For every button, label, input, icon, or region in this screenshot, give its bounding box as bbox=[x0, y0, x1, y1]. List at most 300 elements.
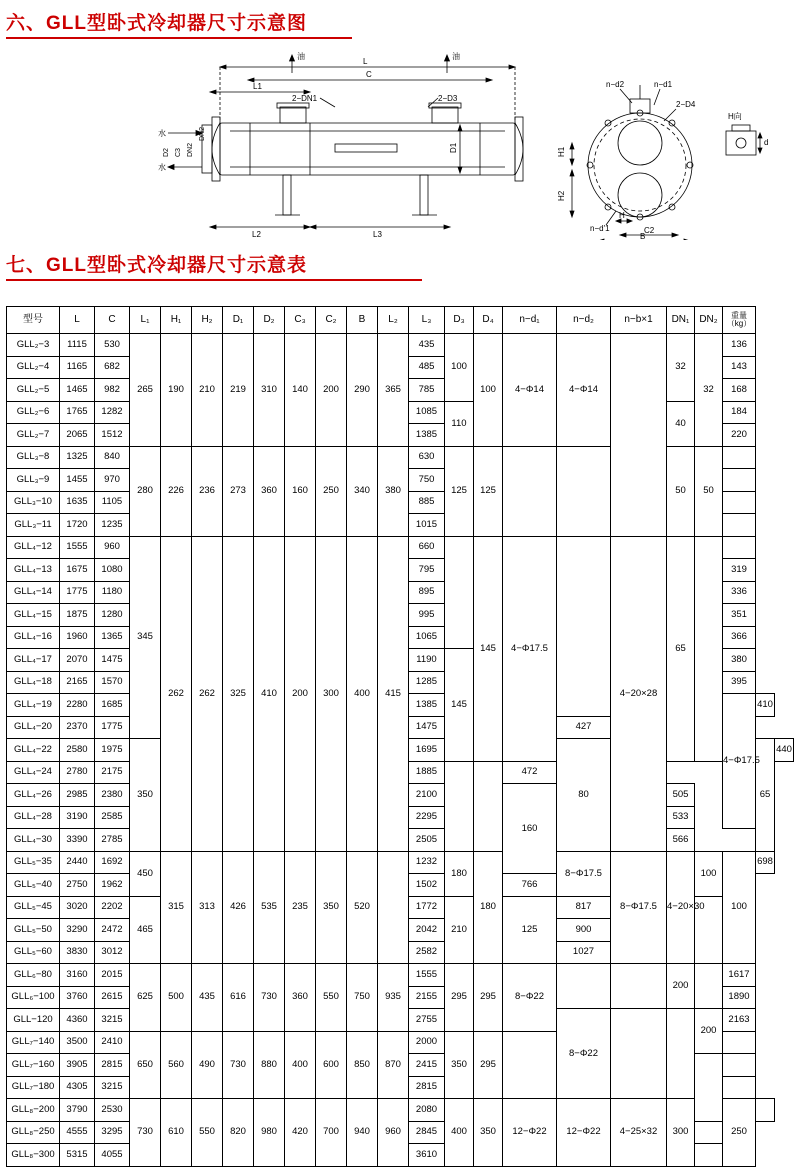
svg-text:2−D4: 2−D4 bbox=[676, 100, 696, 109]
cell-C: 4055 bbox=[95, 1144, 130, 1167]
cell-D2: 310 bbox=[254, 334, 285, 447]
svg-text:d: d bbox=[764, 138, 769, 147]
cell-DN2: 200 bbox=[695, 1009, 723, 1054]
cell-L: 2780 bbox=[60, 761, 95, 784]
cell-L: 2280 bbox=[60, 694, 95, 717]
cell-L2: 935 bbox=[378, 964, 409, 1032]
cell-L3: 1285 bbox=[409, 671, 445, 694]
cell-L3: 1502 bbox=[409, 874, 445, 897]
th-L: L bbox=[60, 307, 95, 334]
cell-DN1: 300 bbox=[667, 1099, 695, 1167]
cell-C: 1512 bbox=[95, 424, 130, 447]
cell-C2: 300 bbox=[316, 536, 347, 851]
cell-D3: 160 bbox=[503, 784, 557, 874]
cell-weight: 533 bbox=[667, 806, 695, 829]
cell-L: 1675 bbox=[60, 559, 95, 582]
cell-nd1: 8−Φ17.5 bbox=[557, 851, 611, 896]
spec-table-container bbox=[6, 306, 794, 1167]
svg-text:油: 油 bbox=[297, 52, 305, 61]
cell-C: 970 bbox=[95, 469, 130, 492]
cell-L: 4305 bbox=[60, 1076, 95, 1099]
cell-nb1: 4−20×30 bbox=[667, 851, 695, 964]
cell-L3: 2815 bbox=[409, 1076, 445, 1099]
cell-C: 2380 bbox=[95, 784, 130, 807]
cell-model: GLL₄−15 bbox=[7, 604, 60, 627]
cell-C: 1570 bbox=[95, 671, 130, 694]
cell-L3: 1015 bbox=[409, 514, 445, 537]
section-one-title: 六、GLL型卧式冷却器尺寸示意图 bbox=[6, 13, 307, 34]
section-two-rule bbox=[6, 279, 422, 281]
cell-L: 1775 bbox=[60, 581, 95, 604]
cell-D2: 880 bbox=[254, 1031, 285, 1099]
cell-L3: 750 bbox=[409, 469, 445, 492]
cell-D2: 980 bbox=[254, 1099, 285, 1167]
cell-model: GLL₄−28 bbox=[7, 806, 60, 829]
cell-L3: 2582 bbox=[409, 941, 445, 964]
svg-text:L: L bbox=[363, 57, 368, 66]
cell-weight: 143 bbox=[723, 356, 756, 379]
cell-D4: 180 bbox=[474, 851, 503, 964]
cell-nd2: 8−Φ22 bbox=[557, 1009, 611, 1099]
cell-nd2 bbox=[557, 536, 611, 716]
cell-nd2 bbox=[557, 446, 611, 536]
th-DN1: DN₁ bbox=[667, 307, 695, 334]
cell-model: GLL₅−45 bbox=[7, 896, 60, 919]
cell-model: GLL₄−26 bbox=[7, 784, 60, 807]
cell-weight: 410 bbox=[756, 694, 775, 717]
cell-D4: 145 bbox=[474, 536, 503, 761]
cell-C: 1975 bbox=[95, 739, 130, 762]
cell-C3: 140 bbox=[285, 334, 316, 447]
cell-L: 2985 bbox=[60, 784, 95, 807]
cell-L: 2440 bbox=[60, 851, 95, 874]
cell-L: 1765 bbox=[60, 401, 95, 424]
cell-D3: 210 bbox=[445, 896, 474, 964]
cell-C: 2815 bbox=[95, 1054, 130, 1077]
cell-C: 1692 bbox=[95, 851, 130, 874]
cell-nd2: 4−Φ17.5 bbox=[723, 694, 756, 829]
section-one-rule bbox=[6, 37, 352, 39]
cell-C: 1962 bbox=[95, 874, 130, 897]
cell-L3: 630 bbox=[409, 446, 445, 469]
cell-DN2: 250 bbox=[723, 1099, 756, 1167]
cell-L: 3830 bbox=[60, 941, 95, 964]
cell-DN1: 125 bbox=[503, 896, 557, 964]
cell-weight bbox=[723, 446, 756, 469]
cell-L2: 415 bbox=[378, 536, 409, 851]
cell-nd2: 8−Φ17.5 bbox=[611, 851, 667, 964]
cell-L3: 1065 bbox=[409, 626, 445, 649]
th-H1: H₁ bbox=[161, 307, 192, 334]
cell-B: 400 bbox=[347, 536, 378, 851]
cell-L: 3500 bbox=[60, 1031, 95, 1054]
cell-L: 4360 bbox=[60, 1009, 95, 1032]
cell-model: GLL₂−5 bbox=[7, 379, 60, 402]
cell-C: 1180 bbox=[95, 581, 130, 604]
cell-C: 2175 bbox=[95, 761, 130, 784]
cell-C3: 360 bbox=[285, 964, 316, 1032]
cell-D1: 273 bbox=[223, 446, 254, 536]
cell-B: 940 bbox=[347, 1099, 378, 1167]
cell-DN2 bbox=[695, 1054, 723, 1122]
cell-D1: 325 bbox=[223, 536, 254, 851]
cell-L3: 1385 bbox=[409, 424, 445, 447]
cell-D1: 219 bbox=[223, 334, 254, 447]
svg-text:H: H bbox=[619, 211, 625, 220]
cell-L3: 785 bbox=[409, 379, 445, 402]
section-two-heading bbox=[0, 250, 430, 281]
cell-nb1 bbox=[611, 1009, 667, 1099]
cell-model: GLL₅−50 bbox=[7, 919, 60, 942]
table-row bbox=[7, 334, 794, 357]
cell-L: 3390 bbox=[60, 829, 95, 852]
cell-L3: 2000 bbox=[409, 1031, 445, 1054]
table-row bbox=[7, 851, 794, 874]
cell-C3: 160 bbox=[285, 446, 316, 536]
cell-C: 840 bbox=[95, 446, 130, 469]
cell-D2: 410 bbox=[254, 536, 285, 851]
th-nd1: n−d₁ bbox=[503, 307, 557, 334]
cell-DN1 bbox=[667, 1009, 695, 1099]
cell-C: 682 bbox=[95, 356, 130, 379]
cell-weight: 366 bbox=[723, 626, 756, 649]
th-D3: D₃ bbox=[445, 307, 474, 334]
cell-D3: 400 bbox=[445, 1099, 474, 1167]
cell-H1: 610 bbox=[161, 1099, 192, 1167]
cell-L3: 3610 bbox=[409, 1144, 445, 1167]
th-D4: D₄ bbox=[474, 307, 503, 334]
cell-L2 bbox=[378, 851, 409, 964]
cell-weight: 380 bbox=[723, 649, 756, 672]
table-body bbox=[7, 334, 794, 1167]
cell-H2: 490 bbox=[192, 1031, 223, 1099]
cell-weight: 336 bbox=[723, 581, 756, 604]
cell-model: GLL₇−180 bbox=[7, 1076, 60, 1099]
cell-model: GLL₆−80 bbox=[7, 964, 60, 987]
th-D1: D₁ bbox=[223, 307, 254, 334]
cell-DN2 bbox=[695, 536, 723, 761]
cell-weight bbox=[723, 536, 756, 559]
cell-weight: 440 bbox=[775, 739, 794, 762]
th-nd2: n−d₂ bbox=[557, 307, 611, 334]
cell-L: 2070 bbox=[60, 649, 95, 672]
cell-weight: 427 bbox=[557, 716, 611, 739]
table-row bbox=[7, 964, 794, 987]
cell-C: 1282 bbox=[95, 401, 130, 424]
cell-DN2: 50 bbox=[695, 446, 723, 536]
cell-weight: 136 bbox=[723, 334, 756, 357]
svg-text:C3: C3 bbox=[175, 148, 182, 157]
svg-text:DN2: DN2 bbox=[187, 142, 194, 157]
svg-text:D1: D1 bbox=[449, 142, 458, 153]
cell-weight: 1027 bbox=[557, 941, 611, 964]
cell-DN1: 100 bbox=[695, 851, 723, 896]
svg-text:水: 水 bbox=[158, 129, 166, 138]
cell-weight: 472 bbox=[503, 761, 557, 784]
cell-D4: 350 bbox=[474, 1099, 503, 1167]
th-nb1: n−b×1 bbox=[611, 307, 667, 334]
cell-L: 2580 bbox=[60, 739, 95, 762]
cell-C: 2202 bbox=[95, 896, 130, 919]
cell-model: GLL₄−22 bbox=[7, 739, 60, 762]
cell-nd1: 12−Φ22 bbox=[503, 1099, 557, 1167]
cell-L3: 660 bbox=[409, 536, 445, 559]
cell-model: GLL₃−9 bbox=[7, 469, 60, 492]
cell-nd1 bbox=[503, 1031, 557, 1099]
cell-L3: 2080 bbox=[409, 1099, 445, 1122]
cell-weight bbox=[756, 1099, 775, 1122]
cell-L3: 1555 bbox=[409, 964, 445, 987]
cell-weight: 1890 bbox=[723, 986, 756, 1009]
cell-L: 3020 bbox=[60, 896, 95, 919]
cell-model: GLL₄−20 bbox=[7, 716, 60, 739]
cell-D2: 360 bbox=[254, 446, 285, 536]
table-row bbox=[7, 1099, 794, 1122]
cell-DN2 bbox=[695, 964, 723, 1009]
cell-D4 bbox=[445, 761, 474, 851]
cell-L: 1555 bbox=[60, 536, 95, 559]
cell-DN1: 200 bbox=[667, 964, 695, 1009]
th-L1: L₁ bbox=[130, 307, 161, 334]
th-B: B bbox=[347, 307, 378, 334]
cell-model: GLL₈−250 bbox=[7, 1121, 60, 1144]
th-H2: H₂ bbox=[192, 307, 223, 334]
cell-B: 750 bbox=[347, 964, 378, 1032]
cell-weight: 168 bbox=[723, 379, 756, 402]
cell-weight bbox=[695, 1144, 723, 1167]
cell-nd2: 12−Φ22 bbox=[557, 1099, 611, 1167]
cell-L3: 2415 bbox=[409, 1054, 445, 1077]
cell-L3: 895 bbox=[409, 581, 445, 604]
cell-C: 1365 bbox=[95, 626, 130, 649]
cell-L: 4555 bbox=[60, 1121, 95, 1144]
cell-D3: 110 bbox=[445, 401, 474, 446]
th-C2: C₂ bbox=[316, 307, 347, 334]
cell-L: 1325 bbox=[60, 446, 95, 469]
cell-L3: 1190 bbox=[409, 649, 445, 672]
cell-L: 3760 bbox=[60, 986, 95, 1009]
cell-C: 2015 bbox=[95, 964, 130, 987]
cell-model: GLL₂−3 bbox=[7, 334, 60, 357]
cell-D4: 295 bbox=[474, 1031, 503, 1099]
th-L2: L₂ bbox=[378, 307, 409, 334]
cell-nd1: 8−Φ22 bbox=[503, 964, 557, 1032]
cell-L: 3905 bbox=[60, 1054, 95, 1077]
cell-model: GLL₆−100 bbox=[7, 986, 60, 1009]
cell-L2: 960 bbox=[378, 1099, 409, 1167]
cell-L3: 485 bbox=[409, 356, 445, 379]
cooler-dimension-drawing bbox=[120, 45, 790, 240]
cell-L3: 1385 bbox=[409, 694, 445, 717]
th-model: 型号 bbox=[7, 307, 60, 334]
cell-nd1 bbox=[503, 446, 557, 536]
svg-text:B: B bbox=[640, 232, 646, 240]
cell-L1: 730 bbox=[130, 1099, 161, 1167]
th-C: C bbox=[95, 307, 130, 334]
cell-model: GLL₅−35 bbox=[7, 851, 60, 874]
cell-L1: 280 bbox=[130, 446, 161, 536]
cell-D3: 145 bbox=[445, 649, 474, 762]
cell-D2: 535 bbox=[254, 851, 285, 964]
cell-L: 1720 bbox=[60, 514, 95, 537]
cell-model: GLL₄−24 bbox=[7, 761, 60, 784]
cell-L: 2065 bbox=[60, 424, 95, 447]
cell-B: 340 bbox=[347, 446, 378, 536]
cell-C3: 200 bbox=[285, 536, 316, 851]
cell-C: 3215 bbox=[95, 1076, 130, 1099]
cell-model: GLL₂−6 bbox=[7, 401, 60, 424]
cell-D4: 100 bbox=[474, 334, 503, 447]
cell-L1: 650 bbox=[130, 1031, 161, 1099]
svg-text:L2: L2 bbox=[252, 230, 261, 239]
table-header-row bbox=[7, 307, 794, 334]
th-C3: C₃ bbox=[285, 307, 316, 334]
cell-nd1 bbox=[474, 761, 503, 851]
cell-weight bbox=[695, 1121, 723, 1144]
cell-L: 5315 bbox=[60, 1144, 95, 1167]
cell-H2: 210 bbox=[192, 334, 223, 447]
th-D2: D₂ bbox=[254, 307, 285, 334]
cell-L3: 2845 bbox=[409, 1121, 445, 1144]
cell-L3: 1475 bbox=[409, 716, 445, 739]
cell-weight: 766 bbox=[503, 874, 557, 897]
cell-model: GLL₄−19 bbox=[7, 694, 60, 717]
cell-model: GLL₂−7 bbox=[7, 424, 60, 447]
th-L3: L₃ bbox=[409, 307, 445, 334]
cell-D3 bbox=[445, 536, 474, 649]
th-DN2: DN₂ bbox=[695, 307, 723, 334]
cell-L: 3190 bbox=[60, 806, 95, 829]
cell-nb1: 4−20×28 bbox=[611, 536, 667, 851]
cell-DN1: 40 bbox=[667, 401, 695, 446]
cell-D2: 730 bbox=[254, 964, 285, 1032]
cell-C: 1685 bbox=[95, 694, 130, 717]
svg-text:D2: D2 bbox=[163, 148, 170, 157]
th-weight: 重量（kg） bbox=[723, 307, 756, 334]
cell-C: 960 bbox=[95, 536, 130, 559]
cell-nd1: 4−Φ14 bbox=[503, 334, 557, 447]
cell-L: 3290 bbox=[60, 919, 95, 942]
cell-DN1: 80 bbox=[557, 739, 611, 852]
cell-L: 2165 bbox=[60, 671, 95, 694]
cell-C: 3295 bbox=[95, 1121, 130, 1144]
cell-C2: 250 bbox=[316, 446, 347, 536]
cell-C: 1775 bbox=[95, 716, 130, 739]
cell-L3: 2155 bbox=[409, 986, 445, 1009]
cell-L: 1875 bbox=[60, 604, 95, 627]
svg-text:C2: C2 bbox=[644, 226, 655, 235]
cell-L: 3790 bbox=[60, 1099, 95, 1122]
svg-text:H向: H向 bbox=[728, 112, 742, 121]
cell-L1: 625 bbox=[130, 964, 161, 1032]
svg-text:L3: L3 bbox=[373, 230, 382, 239]
cell-C2: 600 bbox=[316, 1031, 347, 1099]
cell-model: GLL₄−30 bbox=[7, 829, 60, 852]
cell-DN1: 32 bbox=[667, 334, 695, 402]
cell-weight: 566 bbox=[667, 829, 695, 852]
cell-C: 2785 bbox=[95, 829, 130, 852]
cell-nb1 bbox=[611, 964, 667, 1009]
cell-D3: 350 bbox=[445, 1031, 474, 1099]
cell-L: 1455 bbox=[60, 469, 95, 492]
cell-L3: 2505 bbox=[409, 829, 445, 852]
cell-model: GLL₄−14 bbox=[7, 581, 60, 604]
cell-L2: 365 bbox=[378, 334, 409, 447]
cell-D3: 125 bbox=[445, 446, 474, 536]
cell-L: 3160 bbox=[60, 964, 95, 987]
cell-C: 1080 bbox=[95, 559, 130, 582]
cell-L3: 795 bbox=[409, 559, 445, 582]
svg-text:2−D3: 2−D3 bbox=[438, 94, 458, 103]
cell-L: 1115 bbox=[60, 334, 95, 357]
cell-nb1 bbox=[611, 334, 667, 537]
cell-weight: 900 bbox=[557, 919, 611, 942]
cell-weight bbox=[723, 491, 756, 514]
cell-weight: 351 bbox=[723, 604, 756, 627]
cell-D4: 125 bbox=[474, 446, 503, 536]
cell-C: 1235 bbox=[95, 514, 130, 537]
cell-weight: 395 bbox=[723, 671, 756, 694]
svg-text:H2: H2 bbox=[557, 190, 566, 201]
cell-model: GLL₄−16 bbox=[7, 626, 60, 649]
cell-C: 2585 bbox=[95, 806, 130, 829]
cell-weight: 698 bbox=[756, 851, 775, 874]
cell-D3: 100 bbox=[445, 334, 474, 402]
cell-L1: 350 bbox=[130, 739, 161, 852]
cell-model: GLL₂−4 bbox=[7, 356, 60, 379]
cell-model: GLL₃−11 bbox=[7, 514, 60, 537]
section-two-title: 七、GLL型卧式冷却器尺寸示意表 bbox=[6, 255, 307, 276]
svg-text:油: 油 bbox=[452, 52, 460, 61]
cell-model: GLL₇−140 bbox=[7, 1031, 60, 1054]
svg-text:n−d'1: n−d'1 bbox=[590, 224, 610, 233]
cell-L1: 465 bbox=[130, 896, 161, 964]
cell-B: 290 bbox=[347, 334, 378, 447]
cell-weight: 2163 bbox=[723, 1009, 756, 1032]
cell-H1: 500 bbox=[161, 964, 192, 1032]
cell-D3: 180 bbox=[445, 851, 474, 896]
cell-model: GLL₃−8 bbox=[7, 446, 60, 469]
cell-D1: 730 bbox=[223, 1031, 254, 1099]
cell-L1: 265 bbox=[130, 334, 161, 447]
cell-C: 3012 bbox=[95, 941, 130, 964]
cell-weight: 319 bbox=[723, 559, 756, 582]
svg-text:n−d2: n−d2 bbox=[606, 80, 625, 89]
cell-model: GLL−120 bbox=[7, 1009, 60, 1032]
cell-L3: 435 bbox=[409, 334, 445, 357]
cell-H1: 262 bbox=[161, 536, 192, 851]
cell-L1: 450 bbox=[130, 851, 161, 896]
cell-nd1: 4−Φ17.5 bbox=[503, 536, 557, 761]
cell-C2: 550 bbox=[316, 964, 347, 1032]
svg-text:2−DN1: 2−DN1 bbox=[292, 94, 318, 103]
cell-D1: 616 bbox=[223, 964, 254, 1032]
cell-weight: 817 bbox=[557, 896, 611, 919]
cell-model: GLL₄−17 bbox=[7, 649, 60, 672]
cell-DN1: 65 bbox=[667, 536, 695, 761]
cell-L3: 2100 bbox=[409, 784, 445, 807]
cell-L3: 1772 bbox=[409, 896, 445, 919]
cell-H2: 262 bbox=[192, 536, 223, 851]
cell-weight: 505 bbox=[667, 784, 695, 807]
svg-text:L1: L1 bbox=[253, 82, 262, 91]
cell-L1: 345 bbox=[130, 536, 161, 739]
cell-weight: 220 bbox=[723, 424, 756, 447]
cell-weight bbox=[723, 469, 756, 492]
table-row bbox=[7, 446, 794, 469]
cell-DN2: 65 bbox=[756, 739, 775, 852]
cell-L: 1165 bbox=[60, 356, 95, 379]
